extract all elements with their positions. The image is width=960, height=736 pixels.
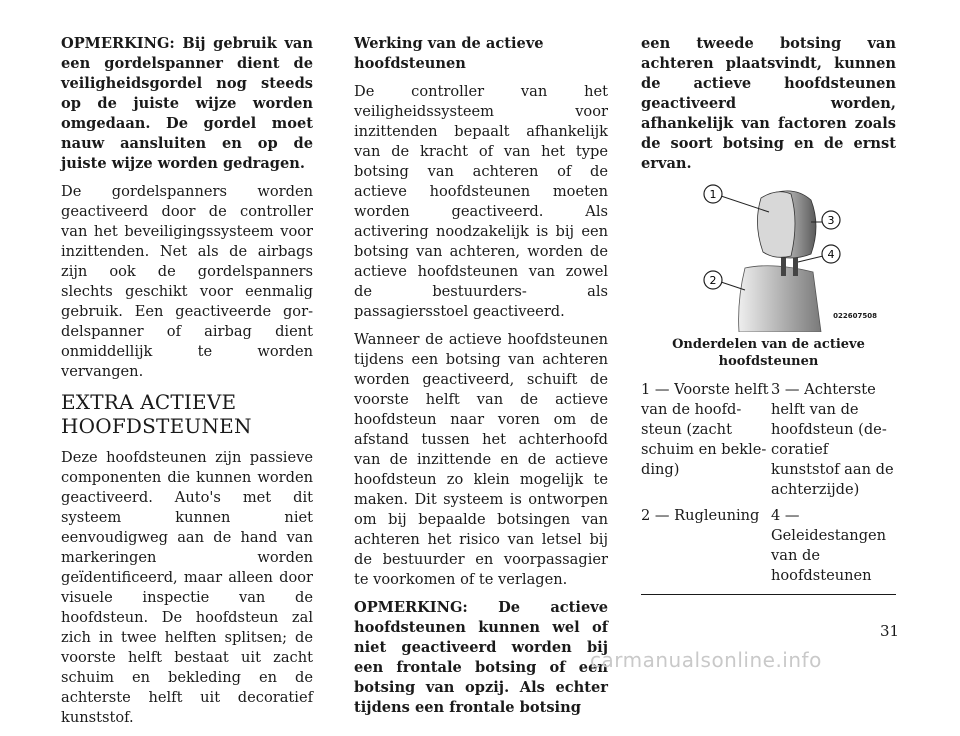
left-column <box>61 34 313 736</box>
watermark: carmanualsonline.info <box>590 648 822 672</box>
belt-tensioner-paragraph: De gordelspanners worden geactiveerd door de controller van het beveiligingssysteem voor inzittenden. Net als de airbags zijn ook de gordelspanners slechts geschikt voor eenmalig gebruik. Een geactiveerde gordelspanner of airbag dient onmiddellijk te worden vervangen. <box>61 183 313 380</box>
figure-caption: Onderdelen van de actieve hoofdsteunen <box>672 337 865 369</box>
right-column <box>641 34 896 595</box>
head-restraint-intro-paragraph: Deze hoofdsteunen zijn passieve componenten die kunnen worden geactiveerd. Auto's met dit systeem kunnen niet eenvoudigweg aan de hand van markeringen worden geïdentificeerd, maar alleen door visuele inspectie van de hoofdsteun. De hoofdsteun zal zich in twee helften splitsen; de voorste helft bestaat uit zacht schuim en bekleding en de achterste helft uit decoratief kunststof. <box>61 449 313 726</box>
legend-item-1: 1 — Voorste helft van de hoofdsteun (zacht schuim en bekleding) <box>641 381 769 478</box>
legend-divider <box>641 594 896 595</box>
legend-item-2: 2 — Rugleuning <box>641 507 760 524</box>
callout-4 <box>822 245 840 263</box>
operation-paragraph-1: De controller van het veiligheidssysteem voor inzittenden bepaalt afhankelijk van de kracht of van het type botsing van achteren of de actieve hoofdsteunen moeten worden geactiveerd. Als activering noodzakelijk is bij een botsing van achteren, worden de actieve hoofdsteunen van zowel de bestuurders- als passagiersstoel geactiveerd. <box>354 83 608 320</box>
middle-column <box>354 34 608 726</box>
note-belt-tensioner: OPMERKING: Bij gebruik van een gordelspanner dient de veiligheidsgordel nog steeds op de juiste wijze worden omgedaan. De gordel moet nauw aansluiten en op de juiste wijze worden gedragen. <box>61 35 313 172</box>
page-number: 31 <box>880 622 900 640</box>
head-restraint-figure <box>653 182 883 332</box>
svg-text:4: 4 <box>827 248 835 261</box>
legend-item-3: 3 — Achterste helft van de hoofdsteun (decoratief kunststof aan de achterzijde) <box>771 381 894 498</box>
callout-3 <box>822 211 840 229</box>
note-frontal-collision: OPMERKING: De actieve hoofdsteunen kunnen wel of niet geactiveerd worden bij een frontale botsing of een botsing van opzij. Als echter tijdens een frontale botsing <box>354 599 608 716</box>
seat-back-shape <box>739 266 821 332</box>
note-continued: een tweede botsing van achteren plaatsvindt, kunnen de actieve hoofdsteunen geactiveerd worden, afhankelijk van factoren zoals de soort botsing en de ernst ervan. <box>641 35 896 172</box>
svg-text:1: 1 <box>709 188 717 201</box>
svg-text:2: 2 <box>709 274 717 287</box>
operation-paragraph-2: Wanneer de actieve hoofdsteunen tijdens een botsing van achteren worden geactiveerd, schuift de voorste helft van de actieve hoofdsteun naar voren om de afstand tussen het achterhoofd van de inzittende en de actieve hoofdsteun zo klein mogelijk te maken. Dit systeem is ontworpen om bij bepaalde botsingen van achteren het risico van letsel bij de bestuurder en voorpassagier te voorkomen of te verlagen. <box>354 331 608 588</box>
figure-code: 022607508 <box>833 312 877 320</box>
section-heading: EXTRA ACTIEVE HOOFDSTEUNEN <box>61 390 252 438</box>
head-restraint-front-shape <box>757 192 795 258</box>
svg-text:3: 3 <box>827 214 835 227</box>
callout-2 <box>704 271 722 289</box>
operation-subheading: Werking van de actieve hoofdsteunen <box>354 35 544 72</box>
legend-item-4: 4 — Geleidestangen van de hoofdsteunen <box>771 507 887 584</box>
figure-legend <box>641 380 896 586</box>
callout-1 <box>704 185 722 203</box>
